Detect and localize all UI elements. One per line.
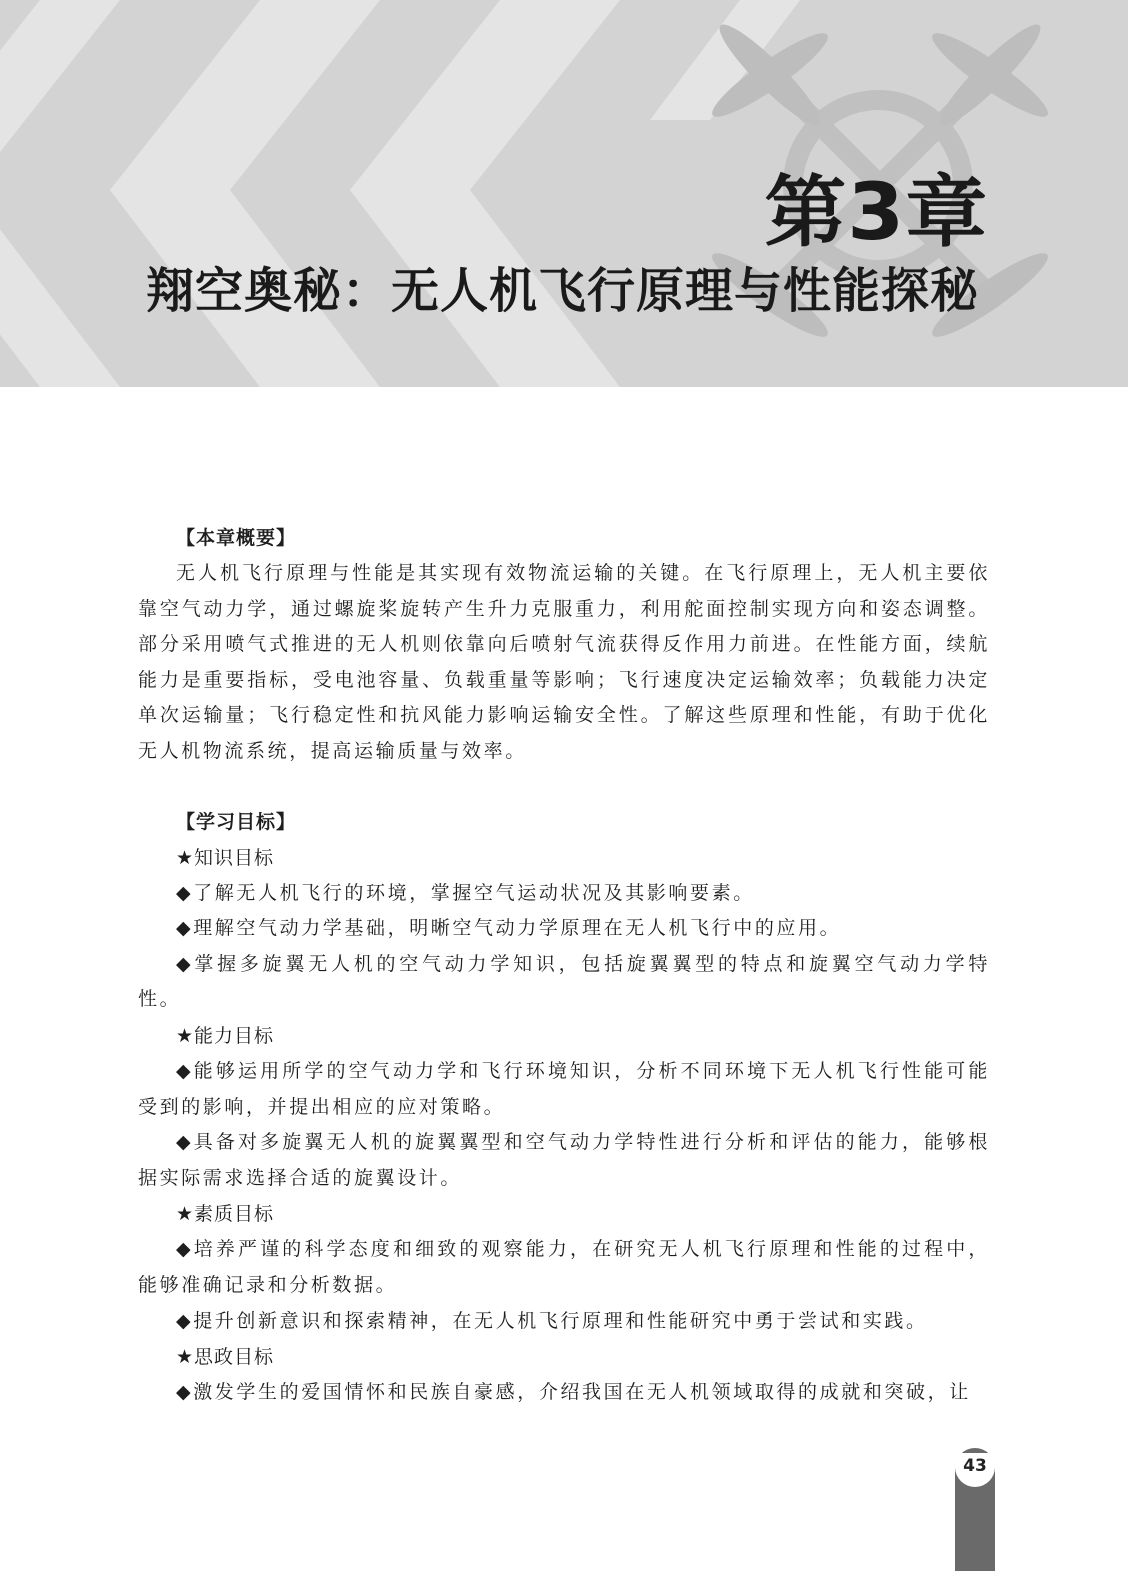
overview-heading: 【本章概要】 <box>176 527 297 549</box>
list-item: ◆提升创新意识和探索精神，在无人机飞行原理和性能研究中勇于尝试和实践。 <box>176 1309 928 1332</box>
knowledge-title: ★知识目标 <box>176 846 275 869</box>
quality-title: ★素质目标 <box>176 1203 275 1226</box>
page-number: 43 <box>963 1456 987 1476</box>
ideology-title: ★思政目标 <box>176 1346 275 1369</box>
objectives-heading: 【学习目标】 <box>176 810 297 833</box>
chapter-number: 第3章 <box>764 168 988 258</box>
chapter-title: 翔空奥秘：无人机飞行原理与性能探秘 <box>146 263 980 319</box>
list-item: ◆理解空气动力学基础，明晰空气动力学原理在无人机飞行中的应用。 <box>176 917 842 940</box>
overview-text: 无人机飞行原理与性能是其实现有效物流运输的关键。在飞行原理上，无人机主要依靠空气动力学，通过螺旋桨旋转产生升力克服重力，利用舵面控制实现方向和姿态调整。部分采用喷气式推进的无人机则依靠向后喷射气流获得反作用力前进。在性能方面，续航能力是重要指标，受电池容量、负载重量等影响；飞行速度决定运输效率；负载能力决定单次运输量；飞行稳定性和抗风能力影响运输安全性。了解这些原理和性能，有助于优化无人机物流系统，提高运输质量与效率。 <box>138 562 990 762</box>
ability-title: ★能力目标 <box>176 1024 275 1047</box>
list-item: ◆能够运用所学的空气动力学和飞行环境知识，分析不同环境下无人机飞行性能可能受到的影响，并提出相应的应对策略。 <box>138 1059 990 1118</box>
chapter-banner <box>0 0 1128 387</box>
list-item: ◆培养严谨的科学态度和细致的观察能力，在研究无人机飞行原理和性能的过程中，能够准确记录和分析数据。 <box>138 1238 990 1296</box>
list-item: ◆掌握多旋翼无人机的空气动力学知识，包括旋翼翼型的特点和旋翼空气动力学特性。 <box>138 952 990 1011</box>
chapter-content <box>138 520 990 1411</box>
list-item: ◆激发学生的爱国情怀和民族自豪感，介绍我国在无人机领域取得的成就和突破，让 <box>176 1381 971 1404</box>
list-item: ◆了解无人机飞行的环境，掌握空气运动状况及其影响要素。 <box>176 881 755 904</box>
list-item: ◆具备对多旋翼无人机的旋翼翼型和空气动力学特性进行分析和评估的能力，能够根据实际需求选择合适的旋翼设计。 <box>138 1131 990 1189</box>
